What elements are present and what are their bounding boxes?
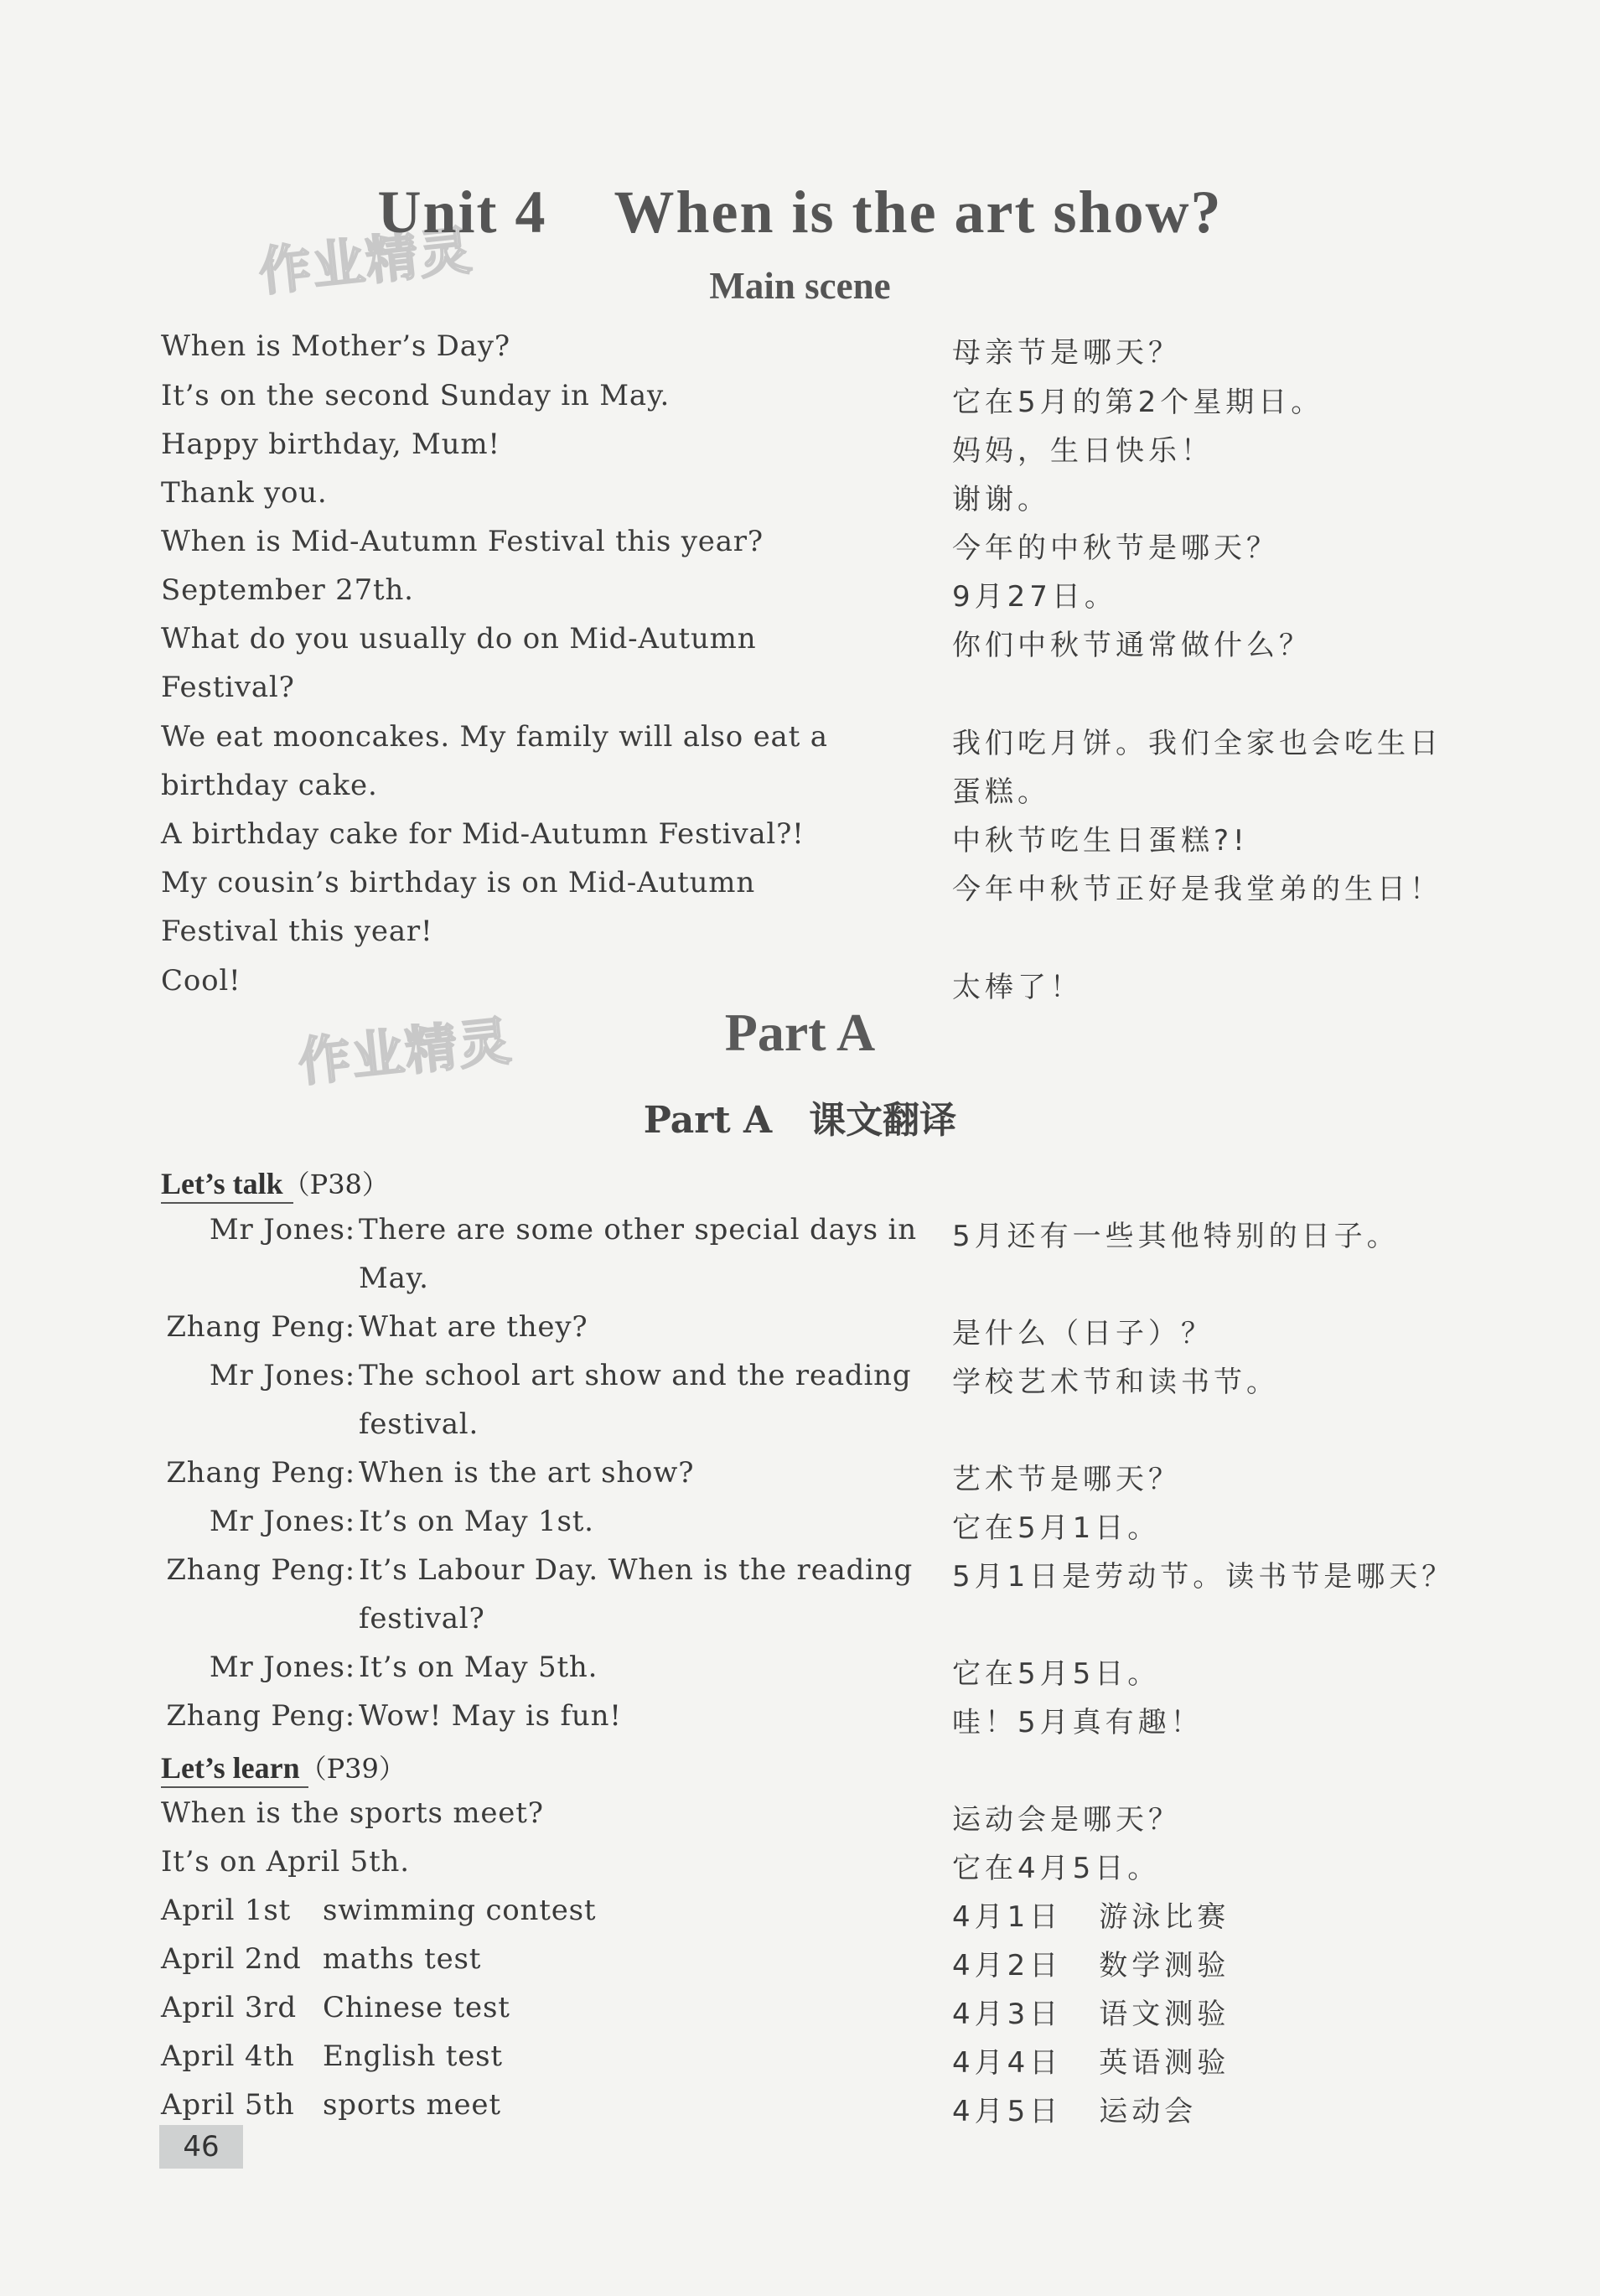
dialogue-line xyxy=(0,1500,1600,1547)
english-text: When is Mother’s Day? xyxy=(161,329,510,363)
chinese-translation: 5月还有一些其他特别的日子。 xyxy=(952,1220,1400,1253)
english-text: birthday cake. xyxy=(161,769,378,802)
english-text: A birthday cake for Mid-Autumn Festival?! xyxy=(161,817,805,851)
english-text: It’s on May 1st. xyxy=(359,1505,594,1538)
english-text: When is the sports meet? xyxy=(161,1796,544,1830)
schedule-date: April 1st xyxy=(161,1894,292,1927)
chinese-translation: 学校艺术节和读书节。 xyxy=(952,1366,1279,1399)
chinese-translation: 它在5月5日。 xyxy=(952,1657,1161,1691)
chinese-translation: 我们吃月饼。我们全家也会吃生日 xyxy=(952,727,1442,760)
unit-question: When is the art show? xyxy=(614,179,1223,246)
english-text: The school art show and the reading xyxy=(359,1359,912,1392)
english-text: Cool! xyxy=(161,964,241,998)
english-text: festival? xyxy=(359,1602,485,1635)
dialogue-line xyxy=(0,1548,1600,1595)
underline xyxy=(161,1202,293,1204)
schedule-row xyxy=(0,1986,1600,2033)
schedule-translation xyxy=(952,2088,1197,2129)
schedule-translation xyxy=(952,2039,1230,2081)
schedule-row xyxy=(0,1937,1600,1984)
unit-number: Unit 4 xyxy=(377,179,547,246)
english-text: My cousin’s birthday is on Mid-Autumn xyxy=(161,866,756,899)
schedule-date-cn: 4月2日 xyxy=(952,1949,1063,1982)
main-scene-line xyxy=(0,812,1600,859)
english-text: September 27th. xyxy=(161,573,414,607)
schedule-row xyxy=(0,2034,1600,2081)
schedule-event: sports meet xyxy=(323,2088,501,2122)
dialogue-line xyxy=(0,1305,1600,1352)
schedule-translation xyxy=(952,1991,1230,2032)
schedule-event: swimming contest xyxy=(323,1894,597,1927)
schedule-row xyxy=(0,1889,1600,1936)
section-label xyxy=(161,1164,389,1202)
lets-learn-heading xyxy=(0,1743,1600,1790)
chinese-translation: 今年的中秋节是哪天？ xyxy=(952,531,1279,565)
schedule-date: April 5th xyxy=(161,2088,295,2122)
chinese-translation: 蛋糕。 xyxy=(952,775,1050,809)
english-text: May. xyxy=(359,1262,429,1295)
speaker-name: Zhang Peng: xyxy=(166,1699,355,1733)
section-page-ref: （P39） xyxy=(299,1753,406,1785)
english-text: Festival this year! xyxy=(161,915,433,948)
english-text: It’s on the second Sunday in May. xyxy=(161,379,671,412)
main-scene-line xyxy=(0,861,1600,908)
chinese-translation: 它在5月的第2个星期日。 xyxy=(952,386,1324,419)
chinese-translation: 母亲节是哪天？ xyxy=(952,336,1181,370)
chinese-translation: 9月27日。 xyxy=(952,580,1117,614)
english-text: Festival? xyxy=(161,671,295,704)
speaker-name: Mr Jones: xyxy=(209,1213,355,1246)
schedule-event-cn: 英语测验 xyxy=(1099,2046,1230,2080)
english-text: It’s Labour Day. When is the reading xyxy=(359,1553,914,1587)
part-title: Part A xyxy=(724,1003,876,1062)
speaker-name: Mr Jones: xyxy=(209,1505,355,1538)
dialogue-line xyxy=(0,1646,1600,1692)
main-scene-line xyxy=(0,471,1600,518)
speaker-name: Zhang Peng: xyxy=(166,1553,355,1587)
english-text: When is the art show? xyxy=(359,1456,695,1490)
english-text: festival. xyxy=(359,1407,479,1441)
chinese-translation: 太棒了！ xyxy=(952,971,1083,1004)
learn-line xyxy=(0,1791,1600,1838)
english-text: When is Mid-Autumn Festival this year? xyxy=(161,525,764,558)
english-text: It’s on April 5th. xyxy=(161,1845,410,1879)
chinese-translation: 妈妈，生日快乐！ xyxy=(952,434,1214,468)
speaker-name: Zhang Peng: xyxy=(166,1310,355,1344)
dialogue-line xyxy=(0,1354,1600,1401)
main-scene-line xyxy=(0,422,1600,469)
chinese-translation: 哇！5月真有趣！ xyxy=(952,1706,1204,1739)
underline xyxy=(161,1786,308,1788)
schedule-event: English test xyxy=(323,2039,503,2073)
schedule-date: April 3rd xyxy=(161,1991,297,2024)
schedule-translation xyxy=(952,1894,1230,1935)
schedule-translation xyxy=(952,1942,1230,1983)
english-text: It’s on May 5th. xyxy=(359,1651,598,1684)
main-scene-line xyxy=(0,520,1600,567)
watermark-logo: 作业精灵 xyxy=(295,1009,515,1094)
main-scene-line xyxy=(0,910,1600,956)
dialogue-line xyxy=(0,1208,1600,1255)
watermark-logo: 作业精灵 xyxy=(256,219,476,303)
english-text: Thank you. xyxy=(161,476,328,510)
main-scene-line xyxy=(0,959,1600,1006)
english-text: We eat mooncakes. My family will also eat a xyxy=(161,720,828,754)
main-scene-title: Main scene xyxy=(709,265,891,307)
schedule-date-cn: 4月5日 xyxy=(952,2095,1063,2128)
lets-talk-heading xyxy=(0,1158,1600,1205)
speaker-name: Mr Jones: xyxy=(209,1359,355,1392)
schedule-date: April 2nd xyxy=(161,1942,302,1976)
chinese-translation: 谢谢。 xyxy=(952,483,1050,516)
dialogue-line xyxy=(0,1451,1600,1498)
english-text: There are some other special days in xyxy=(359,1213,917,1246)
main-scene-line xyxy=(0,374,1600,421)
english-text: Happy birthday, Mum! xyxy=(161,428,500,461)
main-scene-line xyxy=(0,324,1600,371)
chinese-translation: 中秋节吃生日蛋糕?! xyxy=(952,824,1249,858)
main-scene-line xyxy=(0,715,1600,762)
chinese-translation: 是什么（日子）？ xyxy=(952,1317,1214,1350)
dialogue-line xyxy=(0,1257,1600,1303)
dialogue-line xyxy=(0,1402,1600,1449)
english-text: What are they? xyxy=(359,1310,588,1344)
schedule-event-cn: 运动会 xyxy=(1099,2095,1198,2128)
schedule-event: Chinese test xyxy=(323,1991,510,2024)
section-label-text: Let’s learn xyxy=(161,1751,300,1785)
english-text: What do you usually do on Mid-Autumn xyxy=(161,622,757,656)
main-scene-line xyxy=(0,568,1600,615)
schedule-date-cn: 4月4日 xyxy=(952,2046,1063,2080)
chinese-translation: 它在5月1日。 xyxy=(952,1511,1161,1545)
dialogue-line xyxy=(0,1694,1600,1741)
schedule-event-cn: 游泳比赛 xyxy=(1099,1900,1230,1934)
learn-line xyxy=(0,1840,1600,1887)
page-number: 46 xyxy=(159,2125,243,2169)
schedule-date: April 4th xyxy=(161,2039,295,2073)
part-subtitle-en: Part A xyxy=(643,1099,773,1142)
schedule-event: maths test xyxy=(323,1942,482,1976)
schedule-row xyxy=(0,2083,1600,2130)
english-text: Wow! May is fun! xyxy=(359,1699,622,1733)
schedule-event-cn: 语文测验 xyxy=(1099,1998,1230,2031)
schedule-date-cn: 4月3日 xyxy=(952,1998,1063,2031)
section-label xyxy=(161,1748,406,1786)
speaker-name: Mr Jones: xyxy=(209,1651,355,1684)
chinese-translation: 今年中秋节正好是我堂弟的生日！ xyxy=(952,873,1442,906)
dialogue-line xyxy=(0,1597,1600,1644)
main-scene-line xyxy=(0,666,1600,713)
chinese-translation: 运动会是哪天？ xyxy=(952,1803,1181,1837)
chinese-translation: 5月1日是劳动节。读书节是哪天？ xyxy=(952,1560,1455,1594)
chinese-translation: 艺术节是哪天？ xyxy=(952,1463,1181,1496)
section-label-text: Let’s talk xyxy=(161,1167,283,1200)
main-scene-line xyxy=(0,617,1600,664)
part-subtitle-cn: 课文翻译 xyxy=(809,1099,957,1142)
schedule-event-cn: 数学测验 xyxy=(1099,1949,1230,1982)
chinese-translation: 你们中秋节通常做什么？ xyxy=(952,629,1312,662)
section-page-ref: （P38） xyxy=(282,1169,389,1200)
chinese-translation: 它在4月5日。 xyxy=(952,1852,1161,1885)
speaker-name: Zhang Peng: xyxy=(166,1456,355,1490)
schedule-date-cn: 4月1日 xyxy=(952,1900,1063,1934)
main-scene-line xyxy=(0,764,1600,811)
